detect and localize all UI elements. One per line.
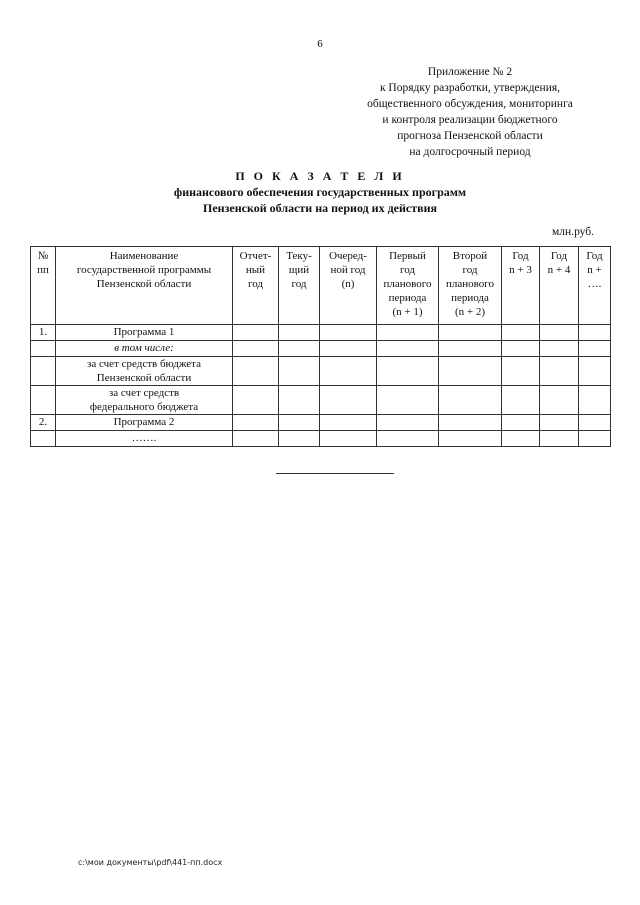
document-title [0,168,640,216]
appendix-line: и контроля реализации бюджетного [382,114,558,126]
value-cell [439,431,502,447]
value-cell [320,431,377,447]
header-line: n + 3 [509,264,532,276]
table-body [31,325,611,447]
value-cell [233,415,279,431]
table-row [31,357,611,386]
header-line: планового [383,278,432,290]
header-line: n + 4 [547,264,571,276]
header-line: планового [445,278,494,290]
header-line: (n + 1) [392,306,423,318]
row-name-line: Программа 2 [113,416,175,428]
header-line: Первый [389,250,426,262]
value-cell [377,325,439,341]
header-line: Второй [452,250,488,262]
row-name-cell [56,415,233,431]
page-number: 6 [317,38,323,50]
value-cell [233,431,279,447]
header-cell [439,247,502,325]
header-line: (n + 2) [454,306,486,318]
indicators-table [30,246,611,447]
value-cell [439,415,502,431]
value-cell [579,341,611,357]
row-name-line: в том числе: [114,342,174,354]
header-line: Пензенской области [96,278,192,290]
value-cell [233,341,279,357]
value-cell [579,386,611,415]
appendix-line: общественного обсуждения, мониторинга [367,98,573,110]
value-cell [540,357,579,386]
row-name-line: за счет средств [108,387,180,399]
value-cell [279,415,320,431]
value-cell [579,431,611,447]
header-cell [502,247,540,325]
row-name-cell [56,341,233,357]
header-cell [31,247,56,325]
row-name-cell [56,325,233,341]
value-cell [502,386,540,415]
title-line1: финансового обеспечения государственных программ [173,185,467,199]
header-line: Год [586,250,603,262]
value-cell [377,386,439,415]
row-number-cell: 2. [31,415,56,431]
header-cell [56,247,233,325]
header-line: периода [451,292,489,304]
table-header-row [31,247,611,325]
row-name-cell [56,357,233,386]
appendix-line: к Порядку разработки, утверждения, [379,82,561,94]
header-cell [279,247,320,325]
row-name-line: федерального бюджета [89,401,199,413]
value-cell [320,325,377,341]
footer-divider [276,473,394,474]
value-cell [540,325,579,341]
table-row [31,386,611,415]
value-cell [279,357,320,386]
value-cell [233,386,279,415]
header-line: ный [245,264,266,276]
table-row [31,415,611,431]
value-cell [579,357,611,386]
value-cell [579,415,611,431]
value-cell [502,415,540,431]
row-name-line: ……. [131,432,157,444]
value-cell [502,357,540,386]
header-line: …. [587,278,602,290]
header-cell [233,247,279,325]
row-name-cell [56,386,233,415]
value-cell [233,325,279,341]
header-line: № [37,250,49,262]
row-name-line: Пензенской области [96,372,192,384]
value-cell [377,415,439,431]
table-row [31,341,611,357]
value-cell [377,431,439,447]
value-cell [320,386,377,415]
value-cell [279,325,320,341]
header-line: пп [37,264,49,276]
value-cell [377,341,439,357]
header-line: Год [550,250,568,262]
value-cell [279,341,320,357]
header-line: год [399,264,416,276]
header-cell [320,247,377,325]
units-label: млн.руб. [552,226,594,238]
header-line: Теку- [286,250,312,262]
value-cell [540,415,579,431]
value-cell [439,325,502,341]
appendix-header [320,64,620,160]
header-line: Наименование [109,250,179,262]
value-cell [233,357,279,386]
header-line: (n) [341,278,355,290]
value-cell [439,386,502,415]
header-line: Очеред- [329,250,367,262]
value-cell [439,357,502,386]
row-name-cell [56,431,233,447]
row-number-cell [31,357,56,386]
row-name-line: за счет средств бюджета [87,358,201,370]
header-line: государственной программы [76,264,212,276]
row-number-cell [31,431,56,447]
header-line: ной год [330,264,366,276]
row-name-line: Программа 1 [113,326,175,338]
appendix-line: прогноза Пензенской области [397,130,543,142]
header-line: n + [587,264,602,276]
value-cell [540,341,579,357]
value-cell [502,431,540,447]
value-cell [279,431,320,447]
header-cell [377,247,439,325]
title-main: П О К А З А Т Е Л И [235,169,405,183]
header-line: периода [388,292,427,304]
row-number-cell [31,386,56,415]
header-cell [579,247,611,325]
header-line: год [291,278,307,290]
header-cell [540,247,579,325]
value-cell [320,415,377,431]
header-line: Отчет- [239,250,272,262]
title-line2: Пензенской области на период их действия [203,201,437,215]
footer-file-path: c:\мои документы\pdf\441-пп.docx [78,858,223,867]
row-number-cell [31,341,56,357]
header-line: год [462,264,478,276]
value-cell [279,386,320,415]
value-cell [320,341,377,357]
table-row [31,325,611,341]
row-number-cell: 1. [31,325,56,341]
value-cell [540,386,579,415]
value-cell [320,357,377,386]
value-cell [540,431,579,447]
value-cell [377,357,439,386]
value-cell [502,325,540,341]
header-line: Год [512,250,529,262]
value-cell [502,341,540,357]
value-cell [439,341,502,357]
appendix-line: на долгосрочный период [409,146,531,158]
appendix-line: Приложение № 2 [427,66,513,78]
value-cell [579,325,611,341]
header-line: год [247,278,264,290]
table-row [31,431,611,447]
header-line: щий [288,264,310,276]
